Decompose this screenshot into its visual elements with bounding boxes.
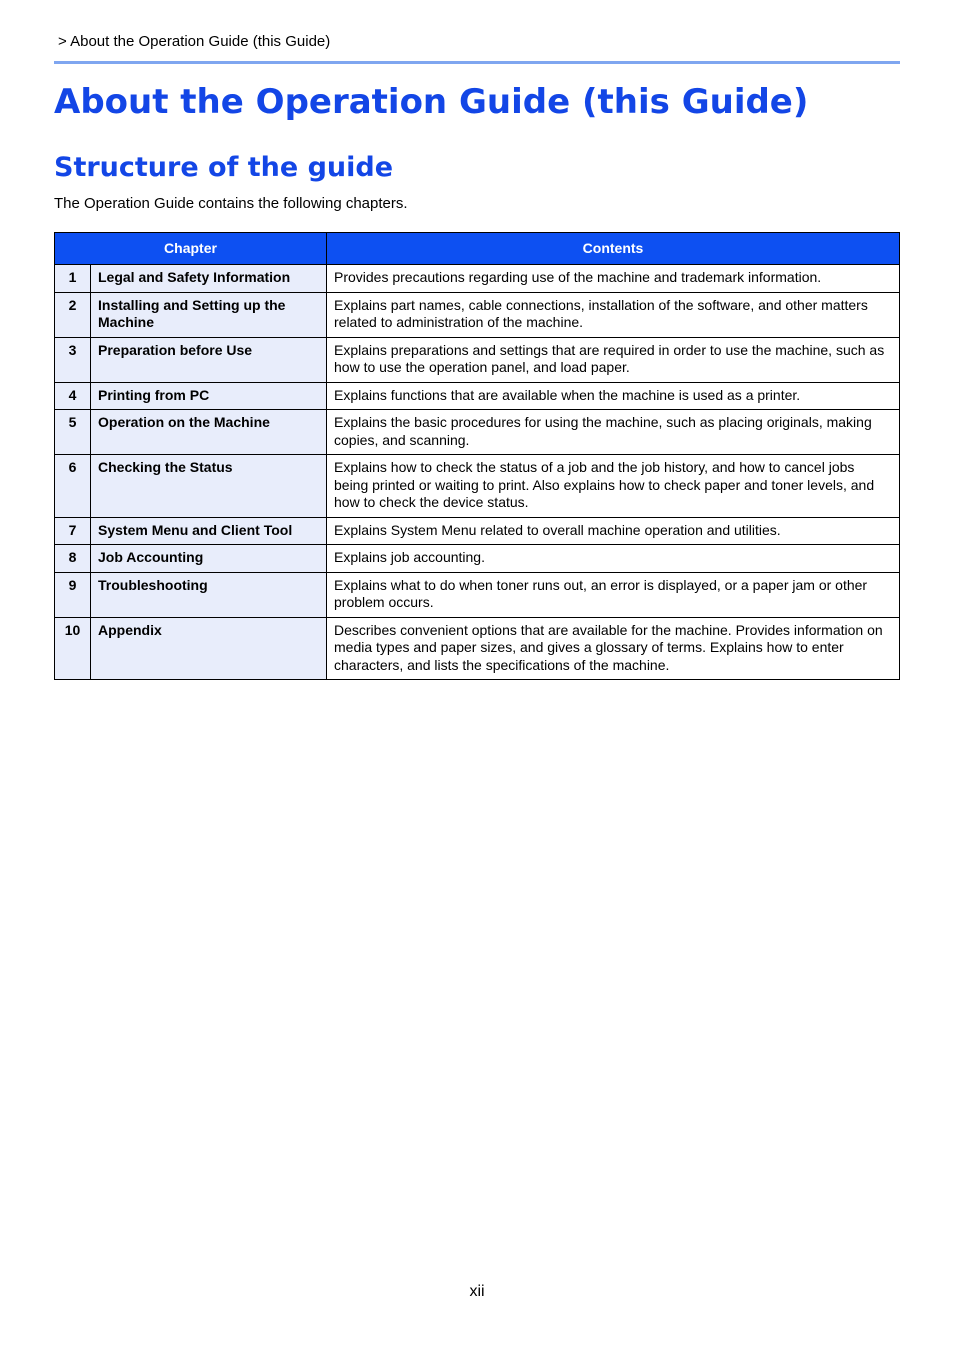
chapter-number: 5 [55, 410, 91, 455]
header-divider [54, 61, 900, 64]
table-row [55, 265, 900, 293]
table-row [55, 455, 900, 518]
chapter-description: Describes convenient options that are available for the machine. Provides information on media types and paper sizes, and gives a glossary of terms. Explains how to enter characters, and lists the specifications of the machine. [327, 617, 900, 680]
chapter-name[interactable]: Legal and Safety Information [91, 265, 327, 293]
page-title: About the Operation Guide (this Guide) [54, 82, 809, 122]
chapter-description: Explains the basic procedures for using the machine, such as placing originals, making copies, and scanning. [327, 410, 900, 455]
chapter-name[interactable]: Installing and Setting up the Machine [91, 292, 327, 337]
chapter-description: Explains preparations and settings that are required in order to use the machine, such as how to use the operation panel, and load paper. [327, 337, 900, 382]
intro-text: The Operation Guide contains the following chapters. [54, 195, 408, 212]
header-contents: Contents [327, 233, 900, 265]
chapters-table [54, 232, 900, 680]
chapter-number: 6 [55, 455, 91, 518]
table-row [55, 337, 900, 382]
chapter-number: 9 [55, 572, 91, 617]
table-row [55, 617, 900, 680]
chapter-number: 1 [55, 265, 91, 293]
table-row [55, 410, 900, 455]
table-header-row [55, 233, 900, 265]
table-row [55, 517, 900, 545]
chapter-description: Explains job accounting. [327, 545, 900, 573]
breadcrumb[interactable]: > About the Operation Guide (this Guide) [58, 33, 331, 50]
chapter-number: 7 [55, 517, 91, 545]
chapter-number: 4 [55, 382, 91, 410]
section-title: Structure of the guide [54, 152, 394, 183]
chapter-description: Provides precautions regarding use of the machine and trademark information. [327, 265, 900, 293]
table-row [55, 572, 900, 617]
page-number: xii [469, 1283, 485, 1300]
table-body [55, 265, 900, 680]
chapter-name[interactable]: Checking the Status [91, 455, 327, 518]
chapter-description: Explains what to do when toner runs out, an error is displayed, or a paper jam or other problem occurs. [327, 572, 900, 617]
chapter-name[interactable]: Job Accounting [91, 545, 327, 573]
chapter-description: Explains functions that are available when the machine is used as a printer. [327, 382, 900, 410]
chapter-number: 8 [55, 545, 91, 573]
chapter-name[interactable]: Troubleshooting [91, 572, 327, 617]
chapter-number: 2 [55, 292, 91, 337]
table-row [55, 292, 900, 337]
chapter-name[interactable]: Appendix [91, 617, 327, 680]
chapter-description: Explains part names, cable connections, installation of the software, and other matters related to administration of the machine. [327, 292, 900, 337]
chapter-description: Explains how to check the status of a job and the job history, and how to cancel jobs being printed or waiting to print. Also explains how to check paper and toner levels, and how to check the device status. [327, 455, 900, 518]
table-row [55, 545, 900, 573]
chapter-name[interactable]: Preparation before Use [91, 337, 327, 382]
chapter-number: 3 [55, 337, 91, 382]
chapter-name[interactable]: Printing from PC [91, 382, 327, 410]
chapter-name[interactable]: Operation on the Machine [91, 410, 327, 455]
chapter-name[interactable]: System Menu and Client Tool [91, 517, 327, 545]
table-row [55, 382, 900, 410]
header-chapter: Chapter [55, 233, 327, 265]
chapter-description: Explains System Menu related to overall machine operation and utilities. [327, 517, 900, 545]
chapter-number: 10 [55, 617, 91, 680]
